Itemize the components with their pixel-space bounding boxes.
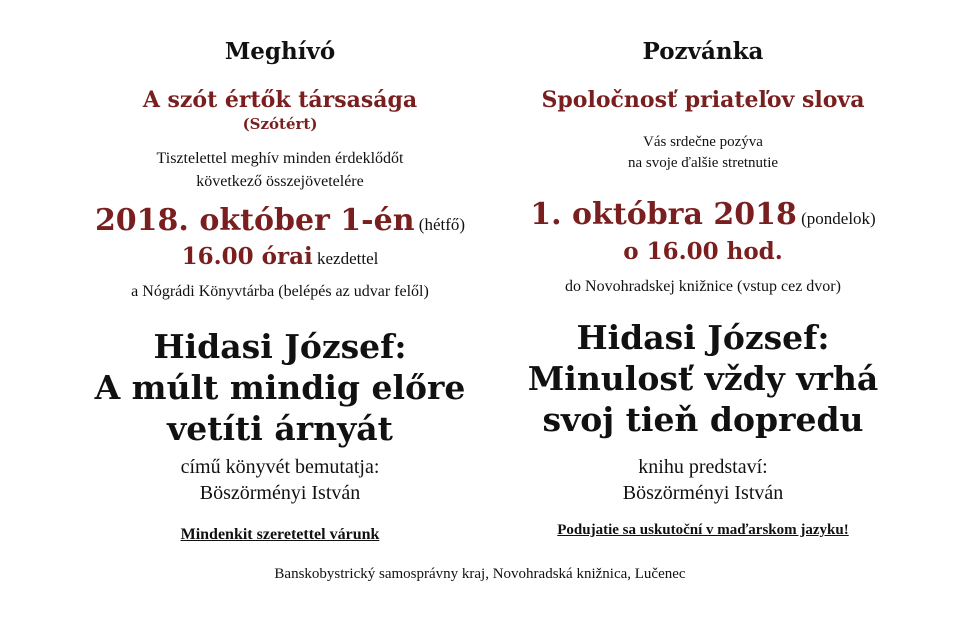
event-time-main: o 16.00 hod.: [623, 238, 783, 265]
closing-note: Mindenkit szeretettel várunk: [180, 526, 380, 543]
closing-note: Podujatie sa uskutoční v maďarskom jazyku!: [557, 522, 849, 538]
organization-name: Spoločnosť priateľov slova: [541, 87, 865, 113]
presenter-intro: című könyvét bemutatja:: [180, 456, 380, 478]
book-title-line-2: svoj tieň dopredu: [542, 400, 864, 439]
book-author: Hidasi József:: [153, 327, 407, 366]
invitation-title: Pozvánka: [642, 38, 764, 65]
book-author: Hidasi József:: [576, 318, 830, 357]
event-time: [60, 243, 500, 270]
intro-line-2: na svoje ďalšie stretnutie: [627, 155, 779, 171]
organization-short-name: (Szótért): [242, 115, 318, 133]
book-title-line-1: A múlt mindig előre: [94, 368, 466, 407]
organization-name: A szót értők társasága: [142, 87, 418, 113]
book-title: [478, 317, 928, 440]
book-title-line-1: Minulosť vždy vrhá: [527, 359, 879, 398]
event-time-main: 16.00 órai: [181, 243, 313, 270]
presenter-name: Böszörményi István: [622, 482, 784, 504]
footer-organizers: Banskobystrický samosprávny kraj, Novohradská knižnica, Lučenec: [274, 566, 686, 582]
presenter-name: Böszörményi István: [199, 482, 361, 504]
event-time: [478, 238, 928, 265]
presenter-block: [60, 454, 500, 506]
intro-line-1: Vás srdečne pozýva: [643, 134, 763, 150]
intro-line-2: következő összejövetelére: [196, 173, 364, 190]
book-title: [60, 326, 500, 449]
event-date: [478, 197, 928, 232]
book-title-line-2: vetíti árnyát: [167, 409, 393, 448]
invitation-title: Meghívó: [224, 38, 336, 65]
event-date-main: 2018. október 1-én: [94, 203, 415, 238]
presenter-block: [478, 454, 928, 506]
presenter-intro: knihu predstaví:: [638, 456, 768, 478]
event-date-main: 1. októbra 2018: [530, 197, 797, 232]
event-date-day: (pondelok): [796, 209, 876, 228]
event-time-suffix: kezdettel: [312, 249, 379, 268]
event-date: [60, 203, 500, 238]
event-venue: do Novohradskej knižnice (vstup cez dvor): [565, 278, 841, 295]
event-date-day: (hétfő): [414, 215, 466, 234]
intro-line-1: Tisztelettel meghív minden érdeklődőt: [156, 150, 404, 167]
event-venue: a Nógrádi Könyvtárba (belépés az udvar felől): [131, 283, 429, 300]
